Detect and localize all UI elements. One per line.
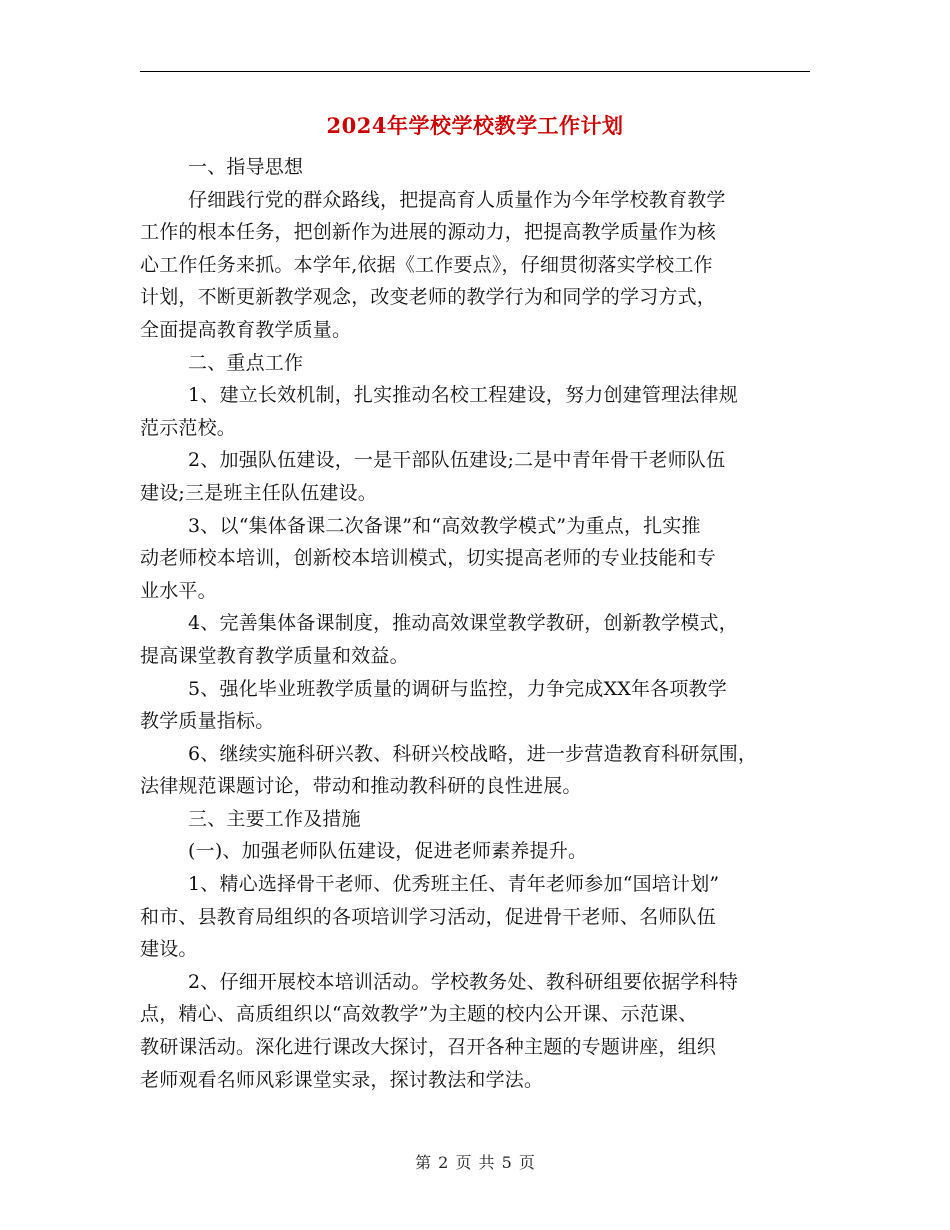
text-line: 和市、县教育局组织的各项培训学习活动，促进骨干老师、名师队伍: [140, 905, 717, 928]
text-line: 点，精心、高质组织以“高效教学”为主题的校内公开课、示范课、: [140, 1003, 698, 1026]
text-line: 建设;三是班主任队伍建设。: [140, 481, 378, 504]
text-line: 工作的根本任务，把创新作为进展的源动力，把提高教学质量作为核: [140, 221, 717, 244]
section-heading: 三、主要工作及措施: [188, 807, 361, 830]
text-line: 1、精心选择骨干老师、优秀班主任、青年老师参加“国培计划”: [188, 873, 720, 896]
text-line: 3、以“集体备课二次备课”和“高效教学模式”为重点，扎实推: [188, 514, 701, 537]
page-number: 第 2 页 共 5 页: [415, 1153, 535, 1172]
document-text: [140, 151, 814, 1096]
text-line: 范示范校。: [140, 416, 237, 439]
text-line: 建设。: [140, 938, 198, 961]
text-line: 仔细践行党的群众路线，把提高育人质量作为今年学校教育教学: [188, 188, 726, 211]
text-line: 法律规范课题讨论，带动和推动教科研的良性进展。: [140, 775, 582, 798]
document-title: 2024年学校学校教学工作计划: [326, 113, 624, 138]
text-line: 计划，不断更新教学观念，改变老师的教学行为和同学的学习方式，: [140, 286, 717, 309]
text-line: 提高课堂教育教学质量和效益。: [140, 644, 409, 667]
text-line: 业水平。: [140, 579, 217, 602]
text-line: 6、继续实施科研兴教、科研兴校战略，进一步营造教育科研氛围，: [188, 742, 758, 765]
text-line: 教研课活动。深化进行课改大探讨，召开各种主题的专题讲座，组织: [140, 1036, 717, 1059]
text-line: 老师观看名师风彩课堂实录，探讨教法和学法。: [140, 1068, 544, 1091]
text-line: 4、完善集体备课制度，推动高效课堂教学教研，创新教学模式，: [188, 612, 738, 635]
text-line: (一)、加强老师队伍建设，促进老师素养提升。: [188, 840, 588, 863]
text-line: 2、加强队伍建设，一是干部队伍建设;二是中青年骨干老师队伍: [188, 449, 726, 472]
section-heading: 一、指导思想: [188, 156, 304, 178]
text-line: 5、强化毕业班教学质量的调研与监控，力争完成XX年各项教学: [188, 677, 727, 700]
header-rule: [140, 71, 810, 72]
text-line: 全面提高教育教学质量。: [140, 318, 352, 341]
text-line: 2、仔细开展校本培训活动。学校教务处、教科研组要依据学科特: [188, 970, 738, 993]
text-line: 心工作任务来抓。本学年,依据《工作要点》，仔细贯彻落实学校工作: [140, 253, 713, 276]
text-line: 教学质量指标。: [140, 710, 275, 733]
document-body: [140, 151, 814, 1096]
section-heading: 二、重点工作: [188, 351, 304, 374]
text-line: 动老师校本培训，创新校本培训模式，切实提高老师的专业技能和专: [140, 547, 717, 570]
text-line: 1、建立长效机制，扎实推动名校工程建设，努力创建管理法律规: [188, 384, 738, 407]
